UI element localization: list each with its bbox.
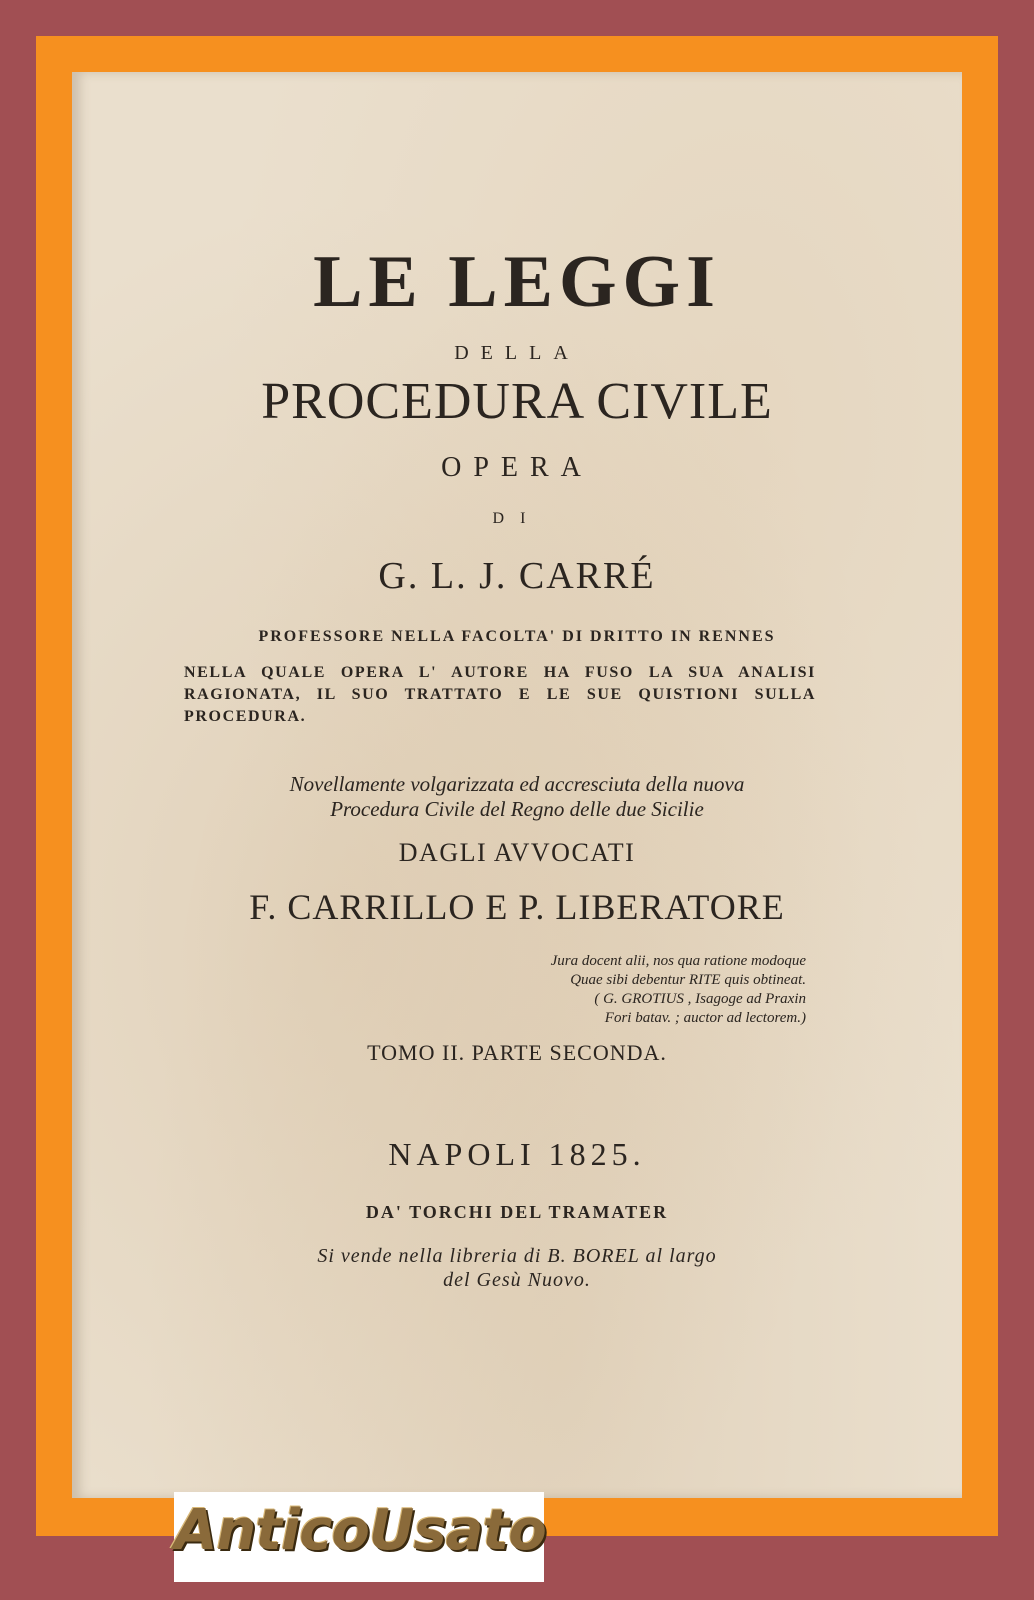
- place-year: NAPOLI 1825.: [388, 1136, 646, 1172]
- translation-note: [72, 772, 962, 822]
- seller-line1: Si vende nella libreria di B. BOREL al largo: [317, 1245, 717, 1267]
- description-paragraph: NELLA QUALE OPERA L' AUTORE HA FUSO LA SUA ANALISI RAGIONATA, IL SUO TRATTATO E LE SUE QUISTIONI SULLA PROCEDURA.: [184, 664, 816, 725]
- book-title: LE LEGGI: [313, 241, 721, 323]
- translators: F. CARRILLO E P. LIBERATORE: [249, 887, 785, 927]
- translation-note-line1: Novellamente volgarizzata ed accresciuta della nuova: [289, 772, 745, 796]
- volume-info: TOMO II. PARTE SECONDA.: [367, 1040, 667, 1065]
- epigraph-line3: ( G. GROTIUS , Isagoge ad Praxin: [594, 991, 806, 1007]
- opera-text: OPERA: [441, 452, 593, 483]
- book-subtitle: PROCEDURA CIVILE: [261, 373, 773, 430]
- seller-info: [72, 1244, 962, 1292]
- epigraph-line4: Fori batav. ; auctor ad lectorem.): [604, 1010, 806, 1026]
- epigraph: [476, 952, 806, 1028]
- watermark-logo-box: [174, 1492, 544, 1582]
- epigraph-line2: Quae sibi debentur RITE quis obtineat.: [570, 972, 806, 988]
- watermark-logo: AnticoUsato: [174, 1498, 546, 1563]
- printer: DA' TORCHI DEL TRAMATER: [365, 1202, 669, 1222]
- translation-note-line2: Procedura Civile del Regno delle due Sicilie: [330, 797, 704, 821]
- by-lawyers: DAGLI AVVOCATI: [398, 838, 636, 867]
- seller-line2: del Gesù Nuovo.: [443, 1269, 591, 1291]
- epigraph-line1: Jura docent alii, nos qua ratione modoque: [550, 953, 806, 969]
- author-role: PROFESSORE NELLA FACOLTA' DI DRITTO IN RENNES: [258, 628, 776, 645]
- della-text: DELLA: [454, 342, 580, 364]
- author-name: G. L. J. CARRÉ: [378, 555, 656, 597]
- di-text: DI: [492, 510, 542, 527]
- title-page: [72, 72, 962, 1498]
